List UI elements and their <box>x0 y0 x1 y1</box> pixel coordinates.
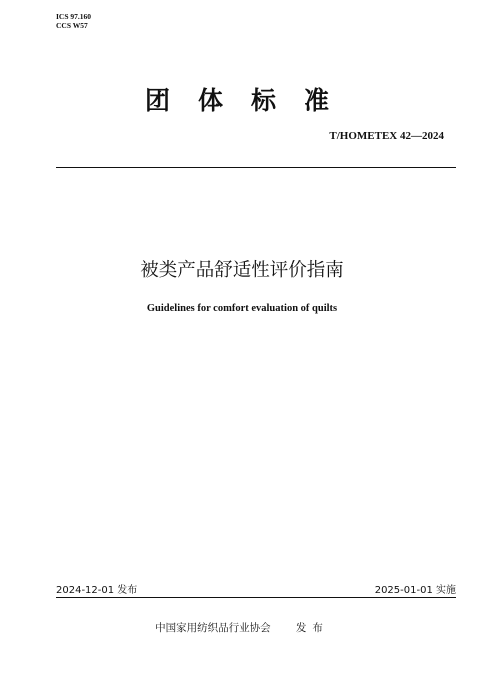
footer-divider <box>56 597 456 598</box>
issuer-row <box>0 620 484 635</box>
issuer-name: 中国家用纺织品行业协会 <box>155 622 271 634</box>
implement-date: 2025-01-01 实施 <box>374 585 456 596</box>
standard-type-title: 团体标准 <box>144 86 357 115</box>
classification-codes <box>56 12 91 30</box>
ics-code: ICS 97.160 <box>56 12 92 21</box>
document-title-cn: 被类产品舒适性评价指南 <box>140 260 344 281</box>
document-title-en: Guidelines for comfort evaluation of quilts <box>146 303 338 314</box>
ccs-code: CCS W57 <box>56 21 88 30</box>
standard-code: T/HOMETEX 42—2024 <box>329 130 444 142</box>
issuer-label: 发布 <box>295 622 329 634</box>
header-divider <box>56 167 456 168</box>
publish-date: 2024-12-01 发布 <box>56 585 138 596</box>
